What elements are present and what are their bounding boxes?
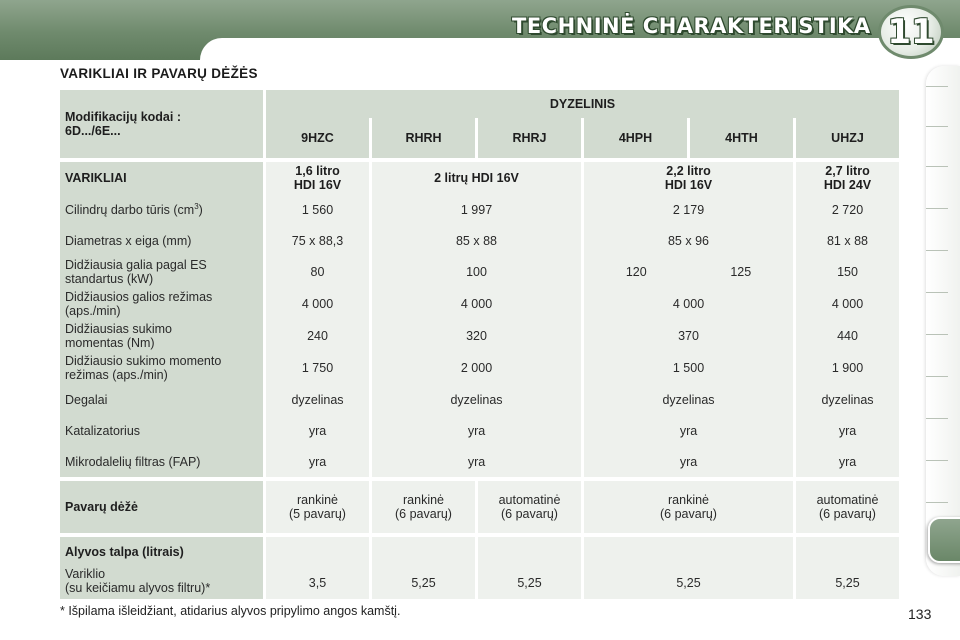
table-cell: 240 (266, 320, 369, 352)
tab-divider (926, 292, 948, 293)
code-header: RHRJ (478, 118, 581, 158)
table-cell: 5,25 (478, 537, 581, 599)
table-cell: 120 125 (584, 256, 793, 288)
table-cell: 81 x 88 (796, 225, 899, 256)
row-label: Diametras x eiga (mm) (60, 225, 263, 256)
gearbox-cell: rankinė (6 pavarų) (372, 481, 475, 533)
engine-cell: 2 litrų HDI 16V (372, 162, 581, 194)
gearbox-cell: automatinė (6 pavarų) (796, 481, 899, 533)
table-cell: 2 720 (796, 194, 899, 225)
table-row (60, 537, 899, 599)
table-cell: yra (584, 446, 793, 477)
engine-cell: 2,2 litro HDI 16V (584, 162, 793, 194)
section-title: VARIKLIAI IR PAVARŲ DĖŽĖS (60, 66, 258, 81)
table-cell: dyzelinas (266, 384, 369, 415)
table-cell: yra (266, 415, 369, 446)
table-cell: 100 (372, 256, 581, 288)
header-band-cutout (200, 38, 960, 60)
tab-divider (926, 208, 948, 209)
oil-capacity-label: Alyvos talpa (litrais) Variklio (su keičiamu alyvos filtru)* (60, 537, 263, 599)
code-header: RHRH (372, 118, 475, 158)
table-row (60, 288, 899, 320)
code-header: 4HPH (584, 118, 687, 158)
table-cell: 85 x 96 (584, 225, 793, 256)
tab-divider (926, 334, 948, 335)
fuel-group-header: DYZELINIS (266, 90, 899, 118)
footnote: * Išpilama išleidžiant, atidarius alyvos pripylimo angos kamštį. (60, 604, 401, 618)
code-header: 4HTH (690, 118, 793, 158)
active-chapter-tab[interactable] (928, 517, 960, 563)
row-label: Degalai (60, 384, 263, 415)
table-cell: 4 000 (584, 288, 793, 320)
chapter-number: 11 (887, 12, 935, 52)
row-label: Didžiausias sukimo momentas (Nm) (60, 320, 263, 352)
table-cell: 85 x 88 (372, 225, 581, 256)
gearbox-cell: rankinė (6 pavarų) (584, 481, 793, 533)
table-cell: 440 (796, 320, 899, 352)
table-row (60, 194, 899, 225)
table-cell: yra (796, 446, 899, 477)
table-cell: 5,25 (584, 537, 793, 599)
table-cell: 4 000 (796, 288, 899, 320)
table-cell: 2 000 (372, 352, 581, 384)
row-label: Didžiausia galia pagal ES standartus (kW) (60, 256, 263, 288)
table-row (60, 481, 899, 533)
code-header: UHZJ (796, 118, 899, 158)
engine-cell: 1,6 litro HDI 16V (266, 162, 369, 194)
row-label: Didžiausio sukimo momento režimas (aps./min) (60, 352, 263, 384)
tab-divider (926, 460, 948, 461)
table-cell: 5,25 (796, 537, 899, 599)
table-cell: 320 (372, 320, 581, 352)
table-cell: dyzelinas (372, 384, 581, 415)
engine-cell: 2,7 litro HDI 24V (796, 162, 899, 194)
table-row (60, 384, 899, 415)
row-label: Cilindrų darbo tūris $(cm^3)$ (60, 194, 263, 225)
chapter-title: TECHNINĖ CHARAKTERISTIKA (512, 14, 871, 38)
table-cell: 150 (796, 256, 899, 288)
table-cell: yra (372, 446, 581, 477)
table-cell: 4 000 (372, 288, 581, 320)
table-cell: 1 750 (266, 352, 369, 384)
tab-divider (926, 376, 948, 377)
table-row (60, 225, 899, 256)
table-row (60, 162, 899, 194)
table-row (60, 320, 899, 352)
table-cell: yra (266, 446, 369, 477)
row-label: Mikrodalelių filtras (FAP) (60, 446, 263, 477)
table-cell: yra (584, 415, 793, 446)
table-row (60, 256, 899, 288)
engines-label: VARIKLIAI (60, 162, 263, 194)
table-cell: dyzelinas (584, 384, 793, 415)
table-cell: 1 560 (266, 194, 369, 225)
modification-codes-label: Modifikacijų kodai : 6D.../6E... (60, 90, 263, 158)
table-row (60, 415, 899, 446)
table-cell: 5,25 (372, 537, 475, 599)
table-cell: 1 997 (372, 194, 581, 225)
gearbox-cell: automatinė (6 pavarų) (478, 481, 581, 533)
table-cell: 370 (584, 320, 793, 352)
table-row (60, 352, 899, 384)
table-row (60, 446, 899, 477)
tab-divider (926, 418, 948, 419)
tab-divider (926, 166, 948, 167)
page-number: 133 (908, 606, 932, 622)
tab-divider (926, 250, 948, 251)
tab-divider (926, 502, 948, 503)
table-cell: dyzelinas (796, 384, 899, 415)
table-cell: 3,5 (266, 537, 369, 599)
row-label: Katalizatorius (60, 415, 263, 446)
table-cell: 1 900 (796, 352, 899, 384)
table-cell: yra (796, 415, 899, 446)
code-header: 9HZC (266, 118, 369, 158)
gearbox-label: Pavarų dėžė (60, 481, 263, 533)
gearbox-cell: rankinė (5 pavarų) (266, 481, 369, 533)
chapter-tab-strip (926, 66, 960, 576)
table-cell: 1 500 (584, 352, 793, 384)
table-cell: 80 (266, 256, 369, 288)
tab-divider (926, 86, 948, 87)
table-cell: 75 x 88,3 (266, 225, 369, 256)
table-cell: 2 179 (584, 194, 793, 225)
chapter-number-badge (878, 5, 944, 59)
engine-spec-table (57, 90, 902, 599)
row-label: Didžiausios galios režimas (aps./min) (60, 288, 263, 320)
table-cell: yra (372, 415, 581, 446)
tab-divider (926, 126, 948, 127)
table-cell: 4 000 (266, 288, 369, 320)
